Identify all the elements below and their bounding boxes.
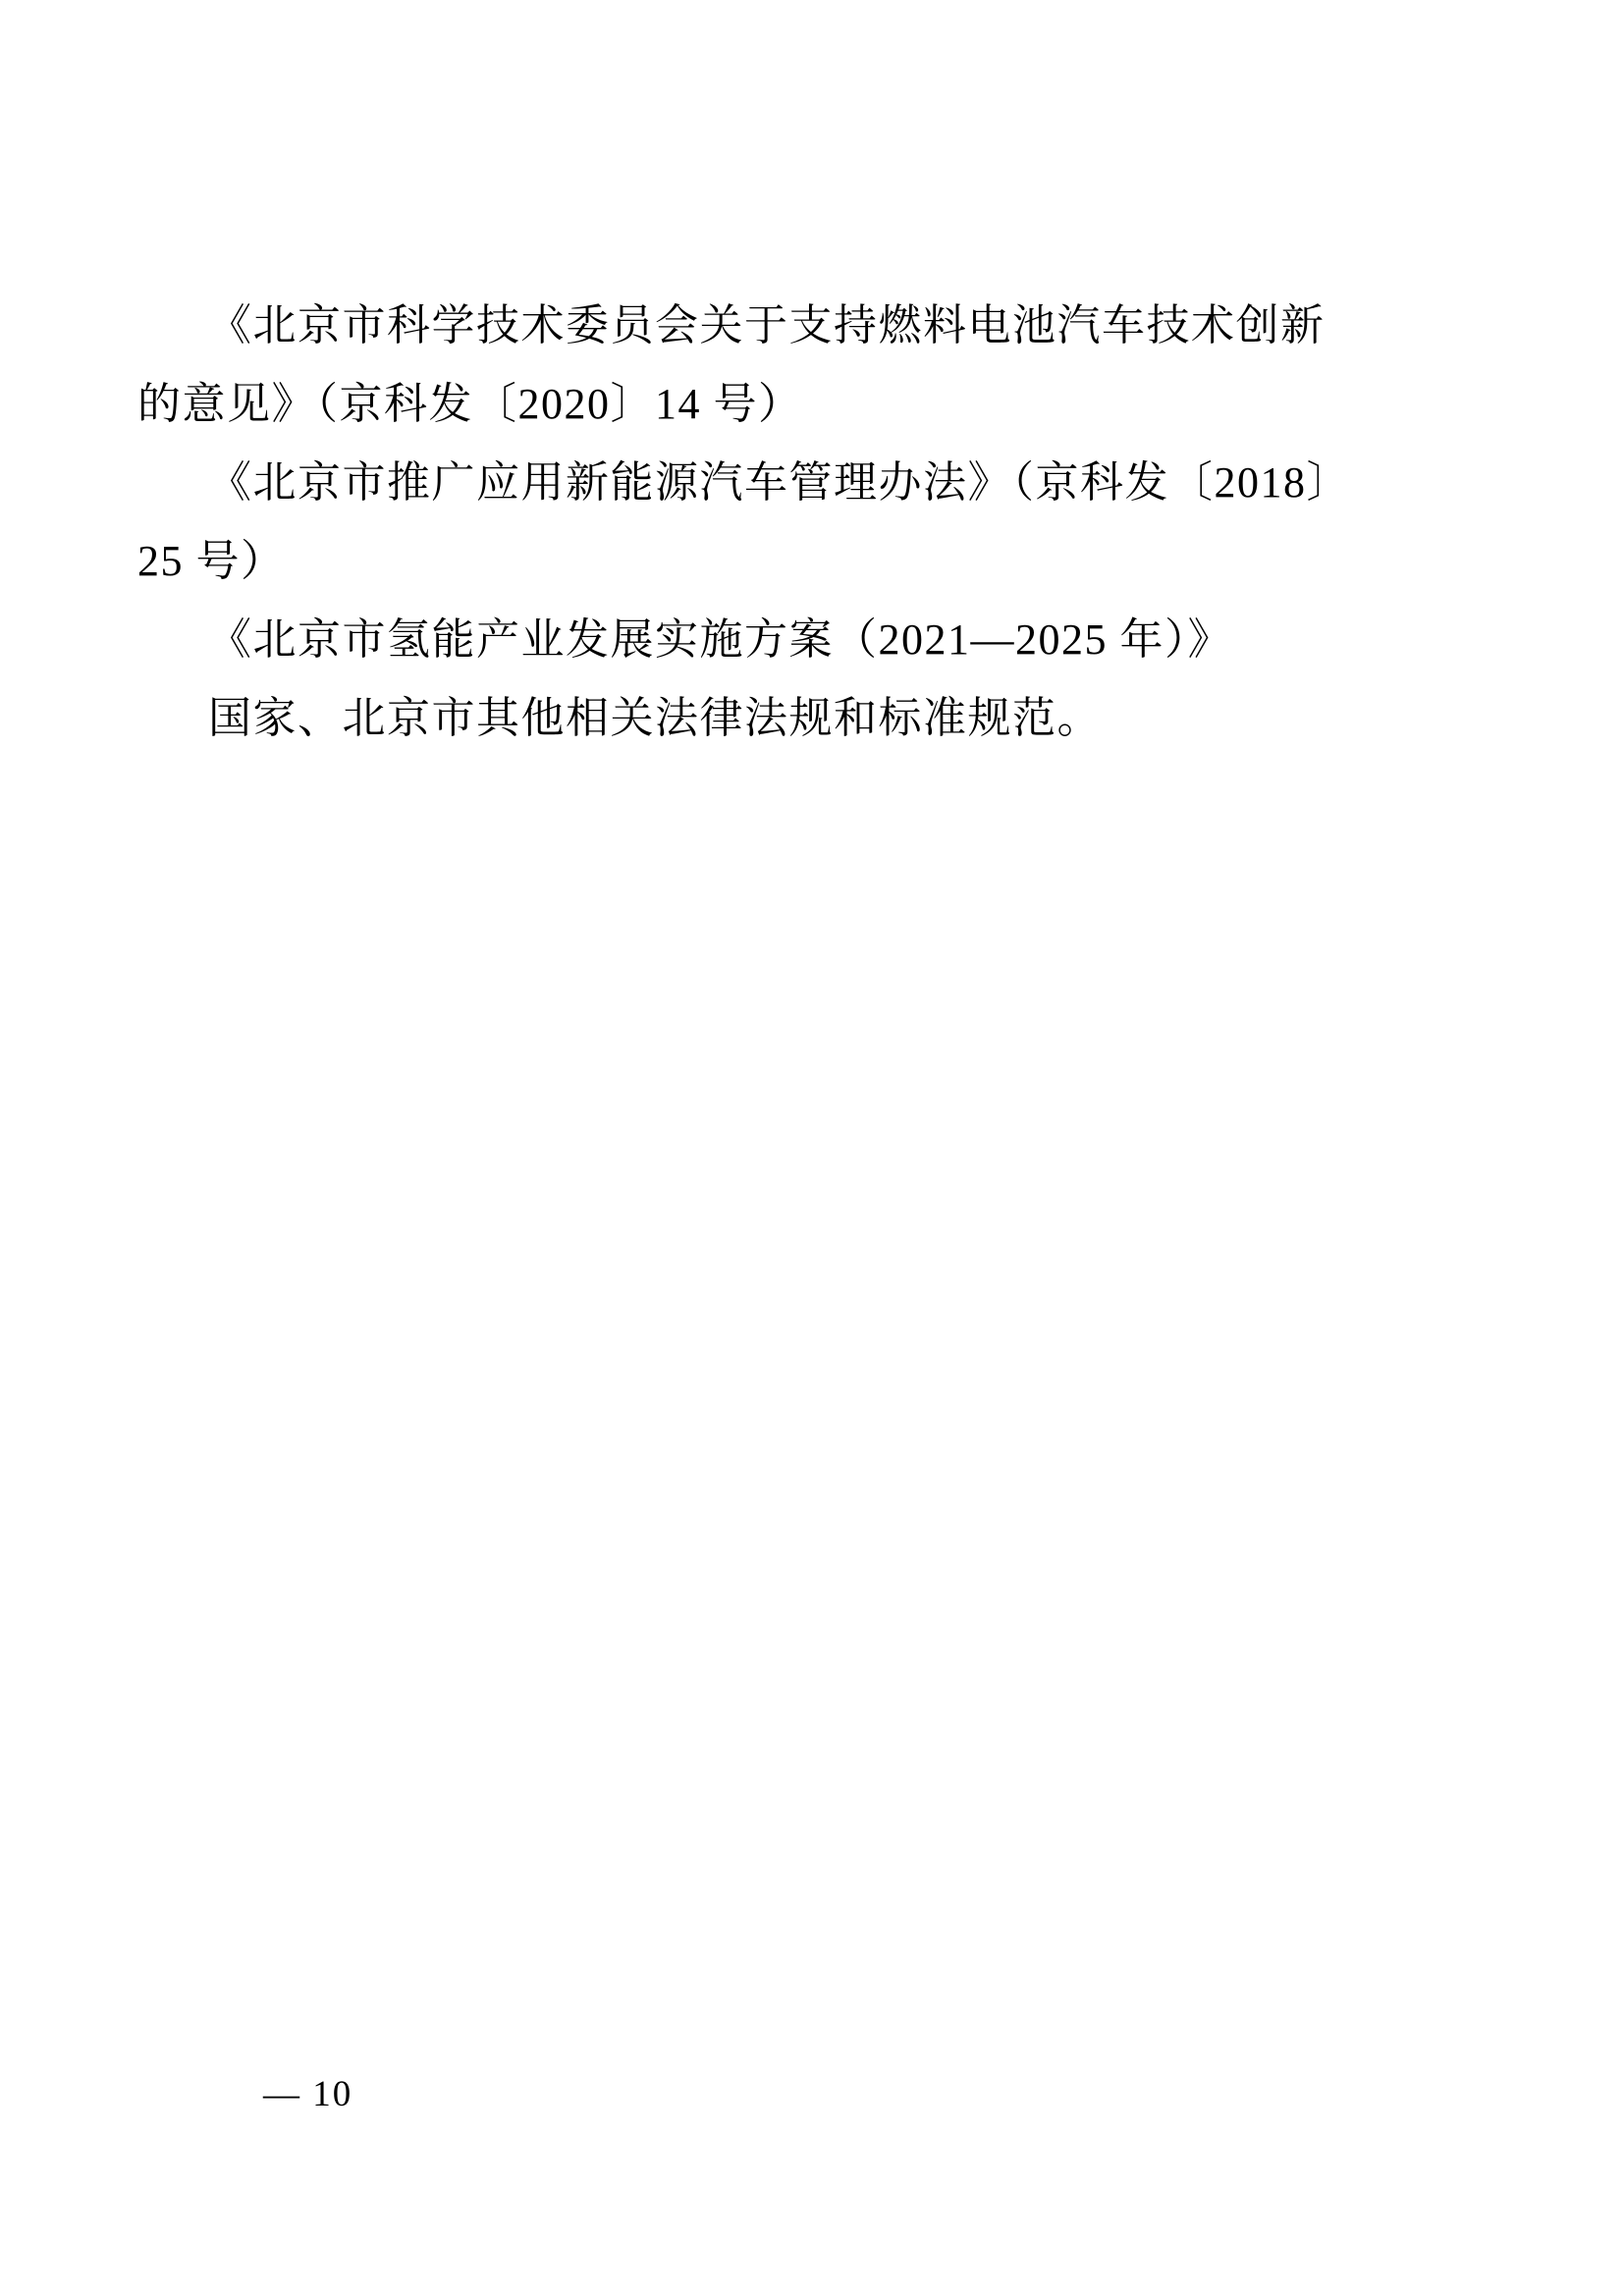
text-line: 25 号） <box>137 537 286 585</box>
text-line: 国家、北京市其他相关法律法规和标准规范。 <box>208 694 1102 742</box>
text-line: 的意见》（京科发〔2020〕14 号） <box>137 380 803 428</box>
text-line: 《北京市推广应用新能源汽车管理办法》（京科发〔2018〕 <box>208 458 1351 507</box>
text-line: 《北京市科学技术委员会关于支持燃料电池汽车技术创新 <box>208 301 1326 349</box>
page-number: — 10 <box>263 2074 353 2114</box>
document-body <box>137 287 1487 758</box>
text-line: 《北京市氢能产业发展实施方案（2021—2025 年）》 <box>208 615 1232 664</box>
